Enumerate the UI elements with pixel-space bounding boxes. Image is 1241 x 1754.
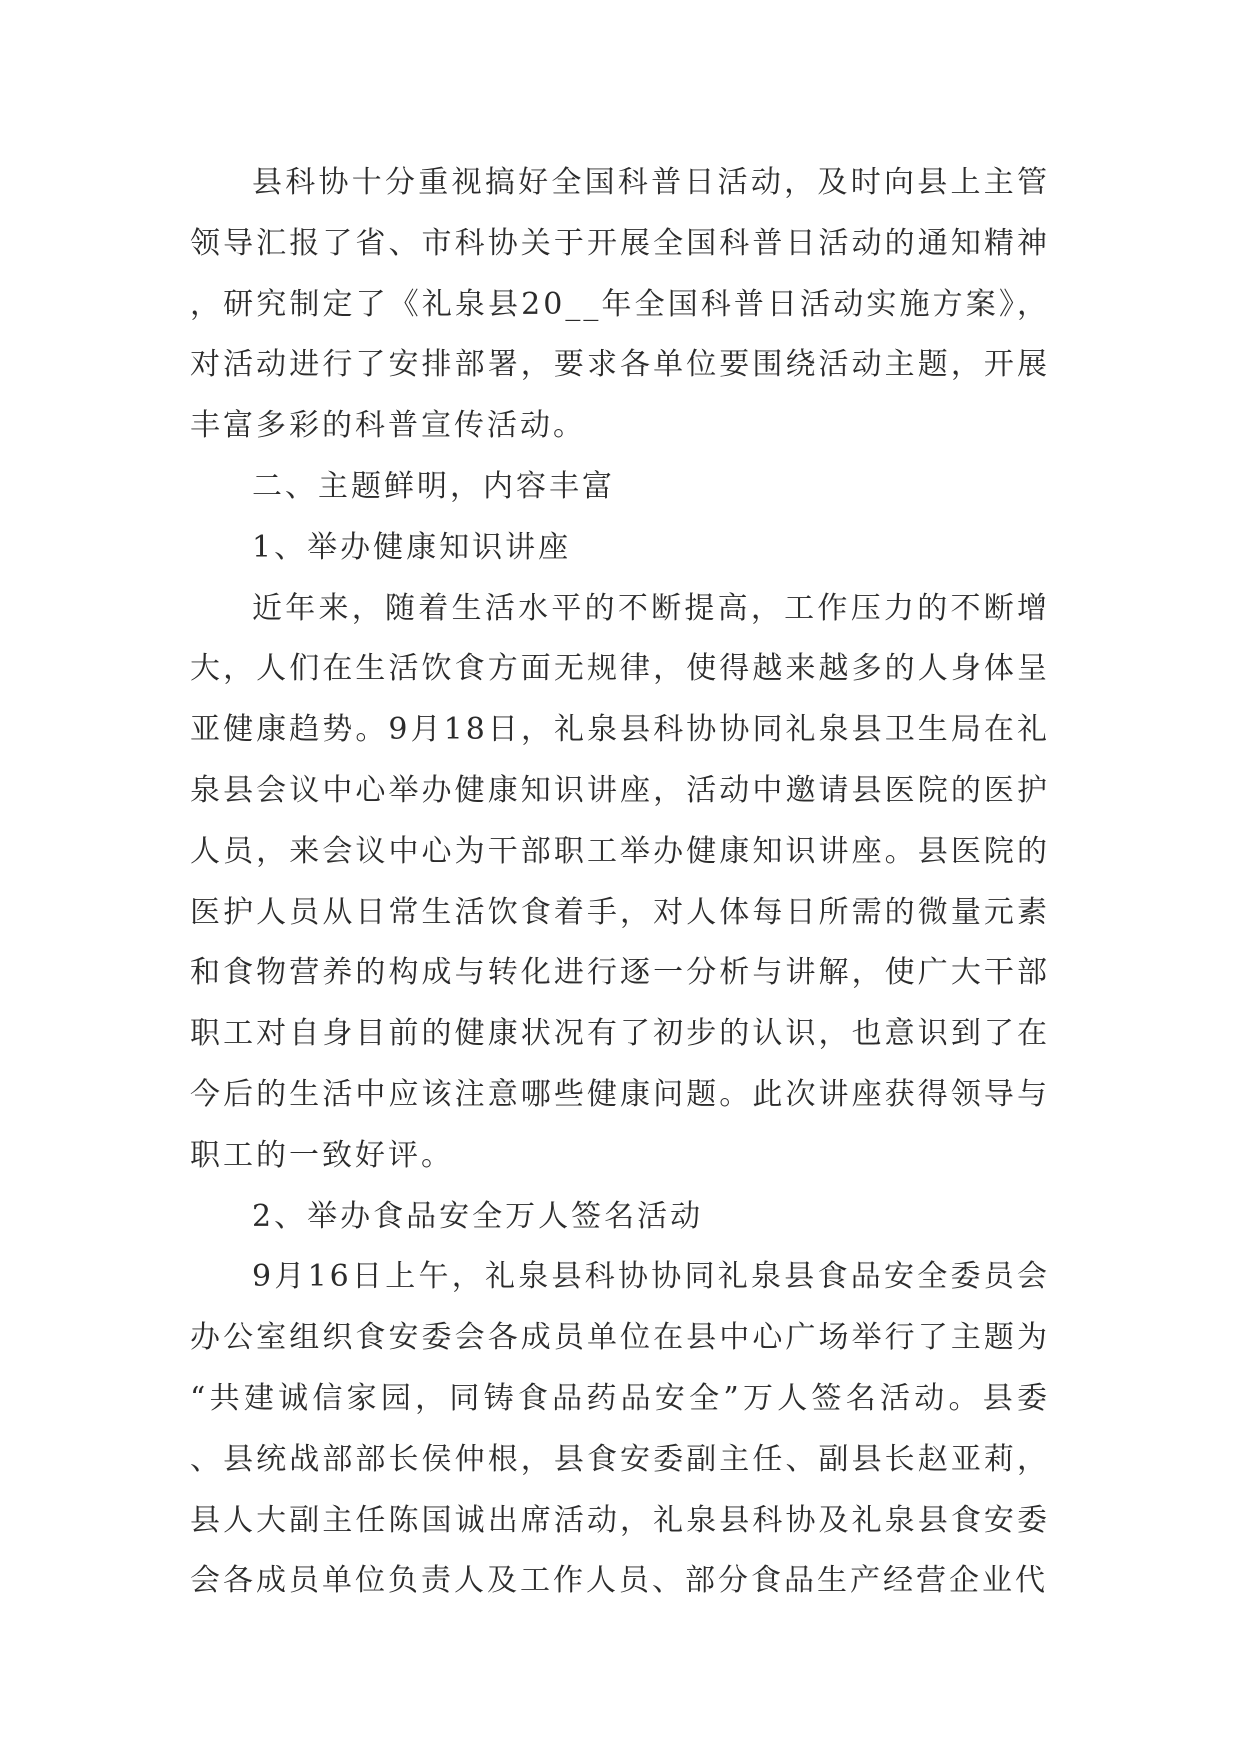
section-heading-theme: 二、主题鲜明，内容丰富	[252, 468, 615, 504]
paragraph-intro: 县科协十分重视搞好全国科普日活动，及时向县上主管领导汇报了省、市科协关于开展全国科普日活动的通知精神，研究制定了《礼泉县20__年全国科普日活动实施方案》，对活动进行了安排部署，要求各单位要围绕活动主题，开展丰富多彩的科普宣传活动。	[190, 165, 1050, 444]
document-body	[190, 153, 1050, 1612]
subheading-food-safety-signing: 2、举办食品安全万人签名活动	[252, 1198, 704, 1234]
paragraph-health-lecture: 近年来，随着生活水平的不断提高，工作压力的不断增大，人们在生活饮食方面无规律，使得越来越多的人身体呈亚健康趋势。9月18日，礼泉县科协协同礼泉县卫生局在礼泉县会议中心举办健康知识讲座，活动中邀请县医院的医护人员，来会议中心为干部职工举办健康知识讲座。县医院的医护人员从日常生活饮食着手，对人体每日所需的微量元素和食物营养的构成与转化进行逐一分析与讲解，使广大干部职工对自身目前的健康状况有了初步的认识，也意识到了在今后的生活中应该注意哪些健康问题。此次讲座获得领导与职工的一致好评。	[190, 590, 1050, 1173]
paragraph-food-safety-signing: 9月16日上午，礼泉县科协协同礼泉县食品安全委员会办公室组织食安委会各成员单位在县中心广场举行了主题为“共建诚信家园，同铸食品药品安全”万人签名活动。县委、县统战部部长侯仲根，县食安委副主任、副县长赵亚莉，县人大副主任陈国诚出席活动，礼泉县科协及礼泉县食安委会各成员单位负责人及工作人员、部分食品生产经营企业代	[190, 1259, 1050, 1599]
subheading-health-lecture: 1、举办健康知识讲座	[252, 529, 572, 565]
